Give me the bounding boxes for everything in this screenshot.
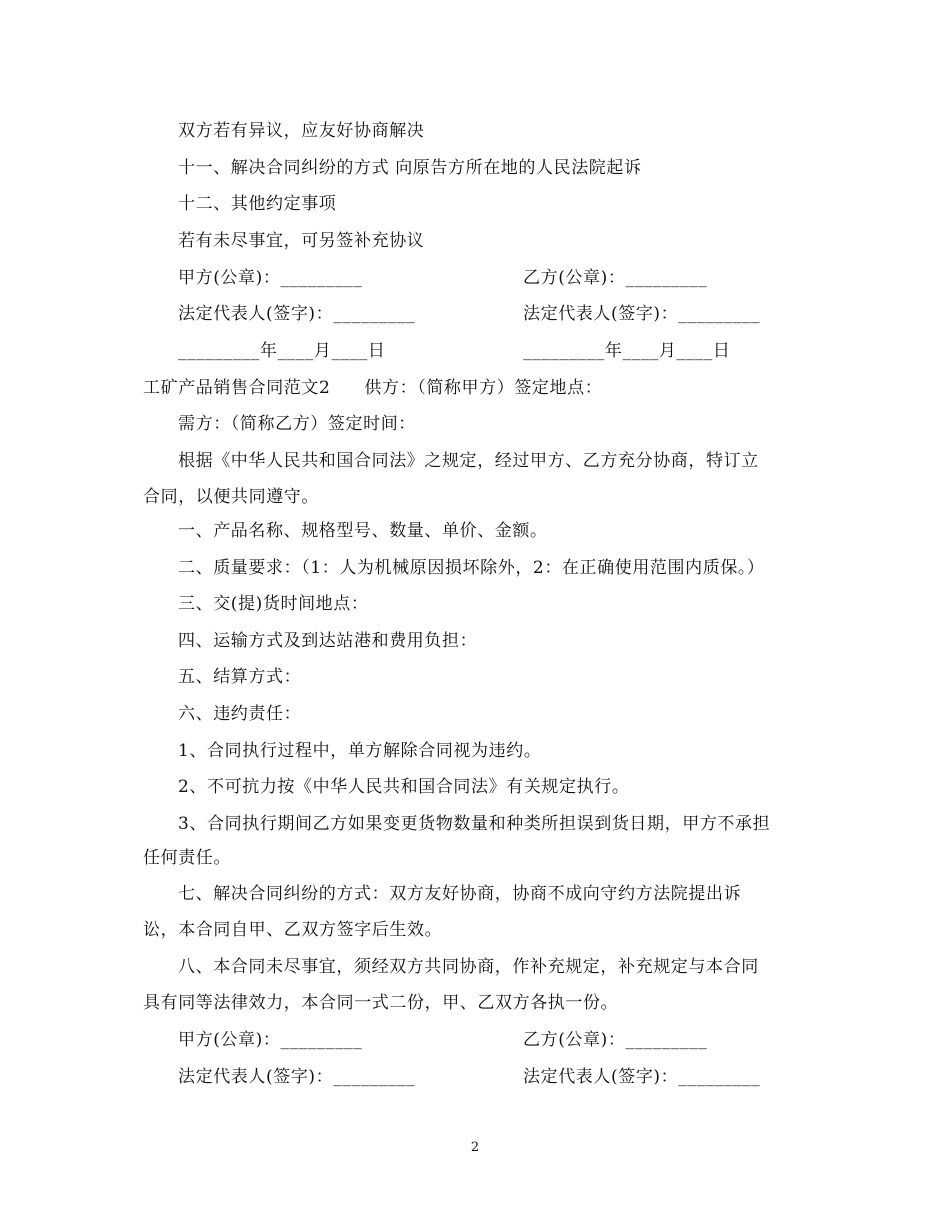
party-a-representative: 法定代表人(签字)：_________ [178,304,416,324]
sub-clause-3-cont: 任何责任。 [143,848,231,868]
party-b-seal: 乙方(公章)：_________ [523,268,708,288]
page-number: 2 [470,1140,480,1155]
clause-11: 十一、解决合同纠纷的方式 向原告方所在地的人民法院起诉 [178,158,642,178]
paragraph-line: 合同，以便共同遵守。 [143,487,319,507]
clause-4: 四、运输方式及到达站港和费用负担： [178,631,478,651]
clause-8-cont: 具有同等法律效力，本合同一式二份，甲、乙双方各执一份。 [143,993,619,1013]
party-b-date: _________年____月____日 [523,341,731,361]
clause-8: 八、本合同未尽事宜，须经双方共同协商，作补充规定，补充规定与本合同 [178,957,759,977]
party-a-seal: 甲方(公章)：_________ [178,268,363,288]
party-a-seal: 甲方(公章)：_________ [178,1030,363,1050]
paragraph-line: 根据《中华人民共和国合同法》之规定，经过甲方、乙方充分协商，特订立 [178,451,759,471]
buyer-line: 需方：（简称乙方）签定时间： [178,414,416,434]
party-a-date: _________年____月____日 [178,341,386,361]
party-b-representative: 法定代表人(签字)：_________ [523,1067,761,1087]
clause-1: 一、产品名称、规格型号、数量、单价、金额。 [178,521,548,541]
party-a-representative: 法定代表人(签字)：_________ [178,1067,416,1087]
contract-heading-line [143,378,602,398]
text-line: 双方若有异议，应友好协商解决 [178,121,425,141]
sub-clause-1: 1、合同执行过程中，单方解除合同视为违约。 [178,741,542,761]
clause-5: 五、结算方式： [178,667,302,687]
sub-clause-2: 2、不可抗力按《中华人民共和国合同法》有关规定执行。 [178,777,630,797]
clause-12: 十二、其他约定事项 [178,194,337,214]
contract-title: 工矿产品销售合同范文2 [143,378,331,398]
clause-2: 二、质量要求：（1：人为机械原因损坏除外，2：在正确使用范围内质保。） [178,558,765,578]
clause-6: 六、违约责任： [178,704,302,724]
supplier-line: 供方：（简称甲方）签定地点： [364,378,603,398]
sub-clause-3: 3、合同执行期间乙方如果变更货物数量和种类所担误到货日期，甲方不承担 [178,814,771,834]
clause-7: 七、解决合同纠纷的方式：双方友好协商，协商不成向守约方法院提出诉 [178,884,742,904]
clause-7-cont: 讼，本合同自甲、乙双方签字后生效。 [143,920,443,940]
clause-3: 三、交(提)货时间地点： [178,594,369,614]
party-b-representative: 法定代表人(签字)：_________ [523,304,761,324]
text-line: 若有未尽事宜，可另签补充协议 [178,231,425,251]
party-b-seal: 乙方(公章)：_________ [523,1030,708,1050]
